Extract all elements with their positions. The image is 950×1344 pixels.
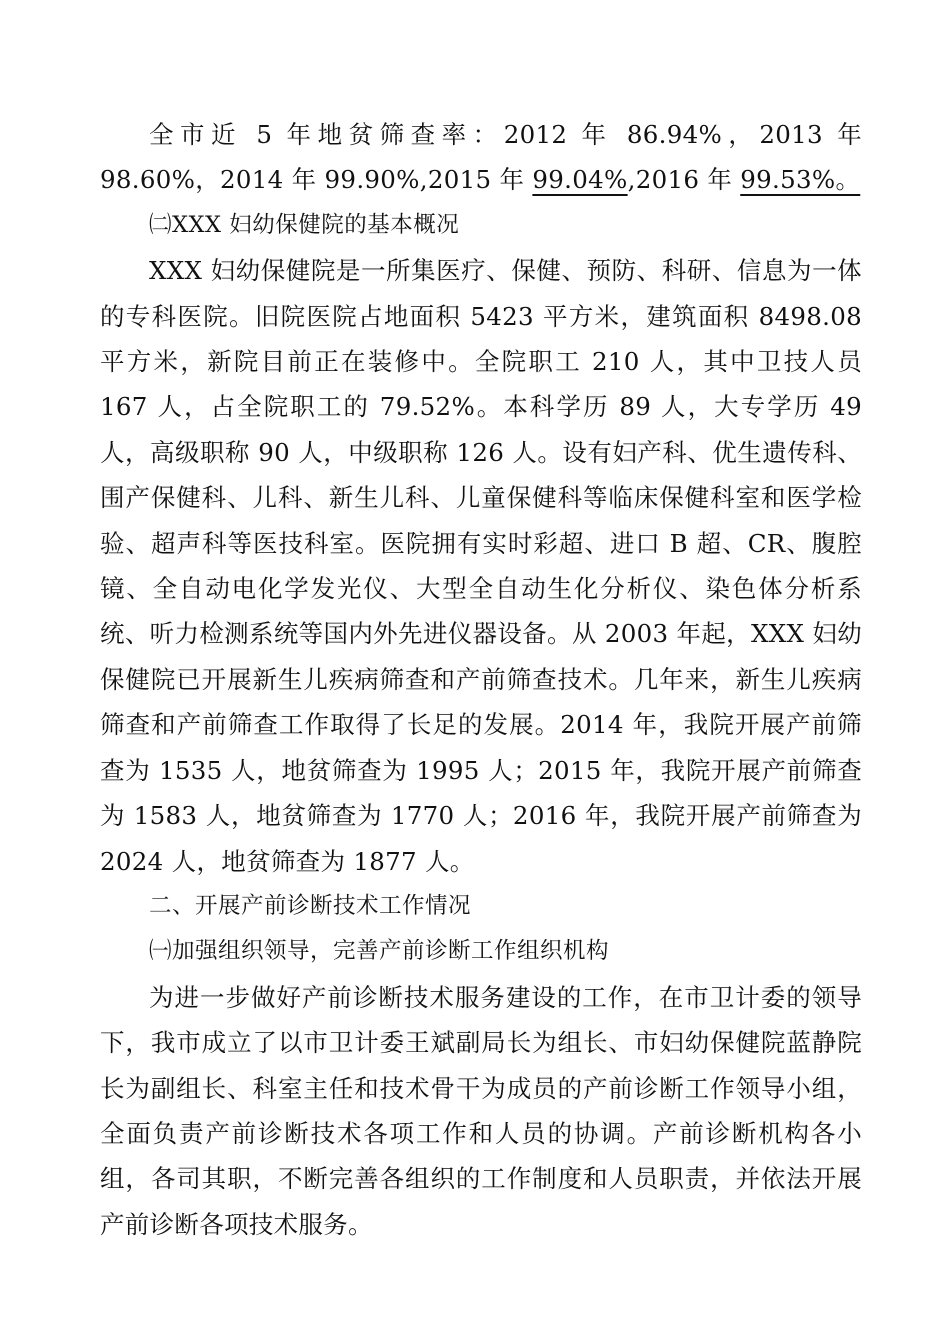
subsection-heading-organization: ㈠加强组织领导，完善产前诊断工作组织机构 (149, 938, 610, 965)
underlined-rate-2015: 99.04% (532, 165, 628, 195)
paragraph-hospital-overview: XXX 妇幼保健院是一所集医疗、保健、预防、科研、信息为一体的专科医院。旧院医院占地面积 5423 平方米，建筑面积 8498.08 平方米，新院目前正在装修中。全院职工 210 人，其中卫技人员 167 人，占全院职工的 79.52%。本科学历 89 人，大专学历 49 人，高级职称 90 人，中级职称 126 人。设有妇产科、优生遗传科、围产保健科、儿科、新生儿科、儿童保健科等临床保健科室和医学检验、超声科等医技科室。医院拥有实时彩超、进口 B 超、CR、腹腔镜、全自动电化学发光仪、大型全自动生化分析仪、染色体分析系统、听力检测系统等国内外先进仪器设备。从 2003 年起，XXX 妇幼保健院已开展新生儿疾病筛查和产前筛查技术。几年来，新生儿疾病筛查和产前筛查工作取得了长足的发展。2014 年，我院开展产前筛查为 1535 人，地贫筛查为 1995 人；2015 年，我院开展产前筛查为 1583 人，地贫筛查为 1770 人；2016 年，我院开展产前筛查为 2024 人，地贫筛查为 1877 人。 (100, 256, 862, 876)
paragraph-organization: 为进一步做好产前诊断技术服务建设的工作，在市卫计委的领导下，我市成立了以市卫计委王斌副局长为组长、市妇幼保健院蓝静院长为副组长、科室主任和技术骨干为成员的产前诊断工作领导小组，全面负责产前诊断技术各项工作和人员的协调。产前诊断机构各小组，各司其职，不断完善各组织的工作制度和人员职责，并依法开展产前诊断各项技术服务。 (100, 982, 862, 1239)
screening-rates-text-2016: ,2016 年 (627, 165, 741, 195)
paragraph-screening-rates (100, 112, 862, 203)
document-page (100, 112, 862, 1247)
section-heading-hospital-overview: ㈡XXX 妇幼保健院的基本概况 (149, 211, 460, 238)
underlined-rate-2016: 99.53%。 (740, 165, 861, 195)
section-heading-prenatal-work: 二、开展产前诊断技术工作情况 (149, 892, 472, 919)
screening-rates-text: 全市近 5 年地贫筛查率：2012 年 86.94%，2013 年 98.60%，2014 年 99.90%,2015 年 (100, 120, 862, 195)
